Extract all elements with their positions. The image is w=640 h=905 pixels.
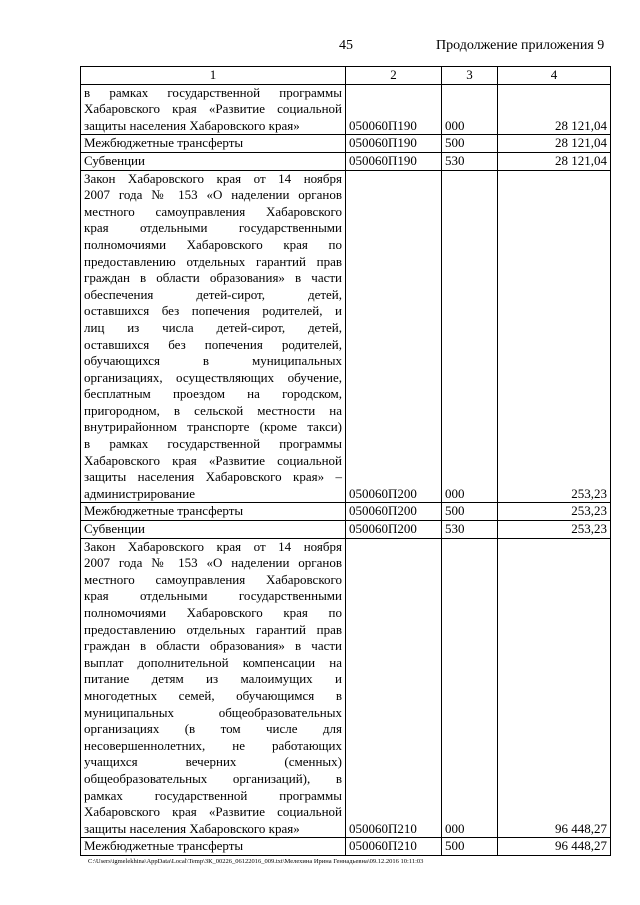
page-number: 45 bbox=[339, 38, 353, 53]
table-row bbox=[81, 135, 611, 153]
table-row bbox=[81, 84, 611, 135]
description-line: края отдельными государственными bbox=[84, 220, 342, 236]
row-expense-kind: 500 bbox=[442, 838, 498, 856]
description-line: питание детям из малоимущих и bbox=[84, 671, 342, 687]
description-line: рамках государственной программы bbox=[84, 787, 342, 803]
row-description bbox=[81, 170, 346, 503]
description-line: обучающихся в муниципальных bbox=[84, 353, 342, 369]
row-expense-kind: 500 bbox=[442, 503, 498, 521]
description-line: пригородном, в сельской местности на bbox=[84, 402, 342, 418]
description-line: Межбюджетные трансферты bbox=[84, 135, 244, 151]
description-line: учащихся вечерних (сменных) bbox=[84, 754, 342, 770]
row-amount: 28 121,04 bbox=[498, 152, 611, 170]
description-line: выплат дополнительной компенсации на bbox=[84, 654, 342, 670]
description-line: Хабаровского края «Развитие социальной bbox=[84, 452, 342, 468]
description-line: 2007 года № 153 «О наделении органов bbox=[84, 555, 342, 571]
row-amount: 28 121,04 bbox=[498, 84, 611, 135]
file-path-footer: C:\Users\igmelekhina\AppData\Local\Temp\ЗК_00226_06122016_009.txt\Мелехина Ирина Геннадьевна\09.12.2016 10:11:03 bbox=[88, 858, 424, 865]
row-target-code: 050060П190 bbox=[346, 84, 442, 135]
column-header-4: 4 bbox=[498, 67, 611, 85]
table-row bbox=[81, 170, 611, 503]
description-line: организациях, осуществляющих обучение, bbox=[84, 369, 342, 385]
description-line: Межбюджетные трансферты bbox=[84, 503, 244, 519]
description-line: обеспечения детей-сирот, детей, bbox=[84, 286, 342, 302]
row-description bbox=[81, 84, 346, 135]
row-amount: 253,23 bbox=[498, 170, 611, 503]
description-line: муниципальных общеобразовательных bbox=[84, 704, 342, 720]
description-line: лиц из числа детей-сирот, детей, bbox=[84, 319, 342, 335]
table-row bbox=[81, 503, 611, 521]
row-description bbox=[81, 152, 346, 170]
description-line: предоставлению отдельных гарантий прав bbox=[84, 253, 342, 269]
description-line: многодетных семей, обучающимся в bbox=[84, 687, 342, 703]
description-line: 2007 года № 153 «О наделении органов bbox=[84, 187, 342, 203]
description-line: Закон Хабаровского края от 14 ноября bbox=[84, 538, 342, 554]
row-description bbox=[81, 503, 346, 521]
row-expense-kind: 000 bbox=[442, 538, 498, 838]
description-line: местного самоуправления Хабаровского bbox=[84, 203, 342, 219]
description-line: Хабаровского края «Развитие социальной bbox=[84, 804, 342, 820]
row-amount: 96 448,27 bbox=[498, 538, 611, 838]
table-row bbox=[81, 521, 611, 539]
row-amount: 28 121,04 bbox=[498, 135, 611, 153]
description-line: несовершеннолетних, не работающих bbox=[84, 737, 342, 753]
column-header-1: 1 bbox=[81, 67, 346, 85]
row-description bbox=[81, 538, 346, 838]
row-target-code: 050060П200 bbox=[346, 521, 442, 539]
description-line: края отдельными государственными bbox=[84, 588, 342, 604]
column-header-2: 2 bbox=[346, 67, 442, 85]
description-line: местного самоуправления Хабаровского bbox=[84, 571, 342, 587]
row-expense-kind: 000 bbox=[442, 84, 498, 135]
description-line: оставшихся без попечения родителей, и bbox=[84, 303, 342, 319]
description-line: защиты населения Хабаровского края» bbox=[84, 117, 300, 133]
description-line: граждан в области образования» в части bbox=[84, 638, 342, 654]
description-line: Субвенции bbox=[84, 521, 145, 537]
description-line: Межбюджетные трансферты bbox=[84, 838, 244, 854]
description-line: защиты населения Хабаровского края» bbox=[84, 820, 300, 836]
description-line: защиты населения Хабаровского края» – bbox=[84, 469, 342, 485]
table-row bbox=[81, 838, 611, 856]
row-expense-kind: 000 bbox=[442, 170, 498, 503]
description-line: предоставлению отдельных гарантий прав bbox=[84, 621, 342, 637]
row-target-code: 050060П200 bbox=[346, 170, 442, 503]
row-amount: 253,23 bbox=[498, 503, 611, 521]
description-line: бесплатным проездом на городском, bbox=[84, 386, 342, 402]
row-description bbox=[81, 135, 346, 153]
description-line: граждан в области образования» в части bbox=[84, 270, 342, 286]
description-line: организациях (в том числе для bbox=[84, 721, 342, 737]
row-target-code: 050060П210 bbox=[346, 538, 442, 838]
description-line: внутрирайонном транспорте (кроме такси) bbox=[84, 419, 342, 435]
appendix-continuation-title: Продолжение приложения 9 bbox=[436, 38, 605, 53]
row-description bbox=[81, 521, 346, 539]
description-line: в рамках государственной программы bbox=[84, 84, 342, 100]
description-line: в рамках государственной программы bbox=[84, 436, 342, 452]
table-header-row bbox=[81, 67, 611, 85]
row-expense-kind: 530 bbox=[442, 152, 498, 170]
description-line: Хабаровского края «Развитие социальной bbox=[84, 101, 342, 117]
table-row bbox=[81, 538, 611, 838]
row-target-code: 050060П210 bbox=[346, 838, 442, 856]
description-line: оставшихся без попечения родителей, bbox=[84, 336, 342, 352]
description-line: полномочиями Хабаровского края по bbox=[84, 605, 342, 620]
row-expense-kind: 500 bbox=[442, 135, 498, 153]
description-line: общеобразовательных организаций), в bbox=[84, 770, 342, 786]
budget-table-body bbox=[81, 67, 611, 856]
row-target-code: 050060П190 bbox=[346, 152, 442, 170]
description-line: Закон Хабаровского края от 14 ноября bbox=[84, 170, 342, 186]
row-expense-kind: 530 bbox=[442, 521, 498, 539]
description-line: администрирование bbox=[84, 485, 195, 501]
row-target-code: 050060П190 bbox=[346, 135, 442, 153]
row-amount: 96 448,27 bbox=[498, 838, 611, 856]
row-amount: 253,23 bbox=[498, 521, 611, 539]
column-header-3: 3 bbox=[442, 67, 498, 85]
table-row bbox=[81, 152, 611, 170]
description-line: Субвенции bbox=[84, 152, 145, 168]
description-line: полномочиями Хабаровского края по bbox=[84, 236, 342, 252]
budget-table bbox=[80, 66, 611, 856]
row-description bbox=[81, 838, 346, 856]
row-target-code: 050060П200 bbox=[346, 503, 442, 521]
